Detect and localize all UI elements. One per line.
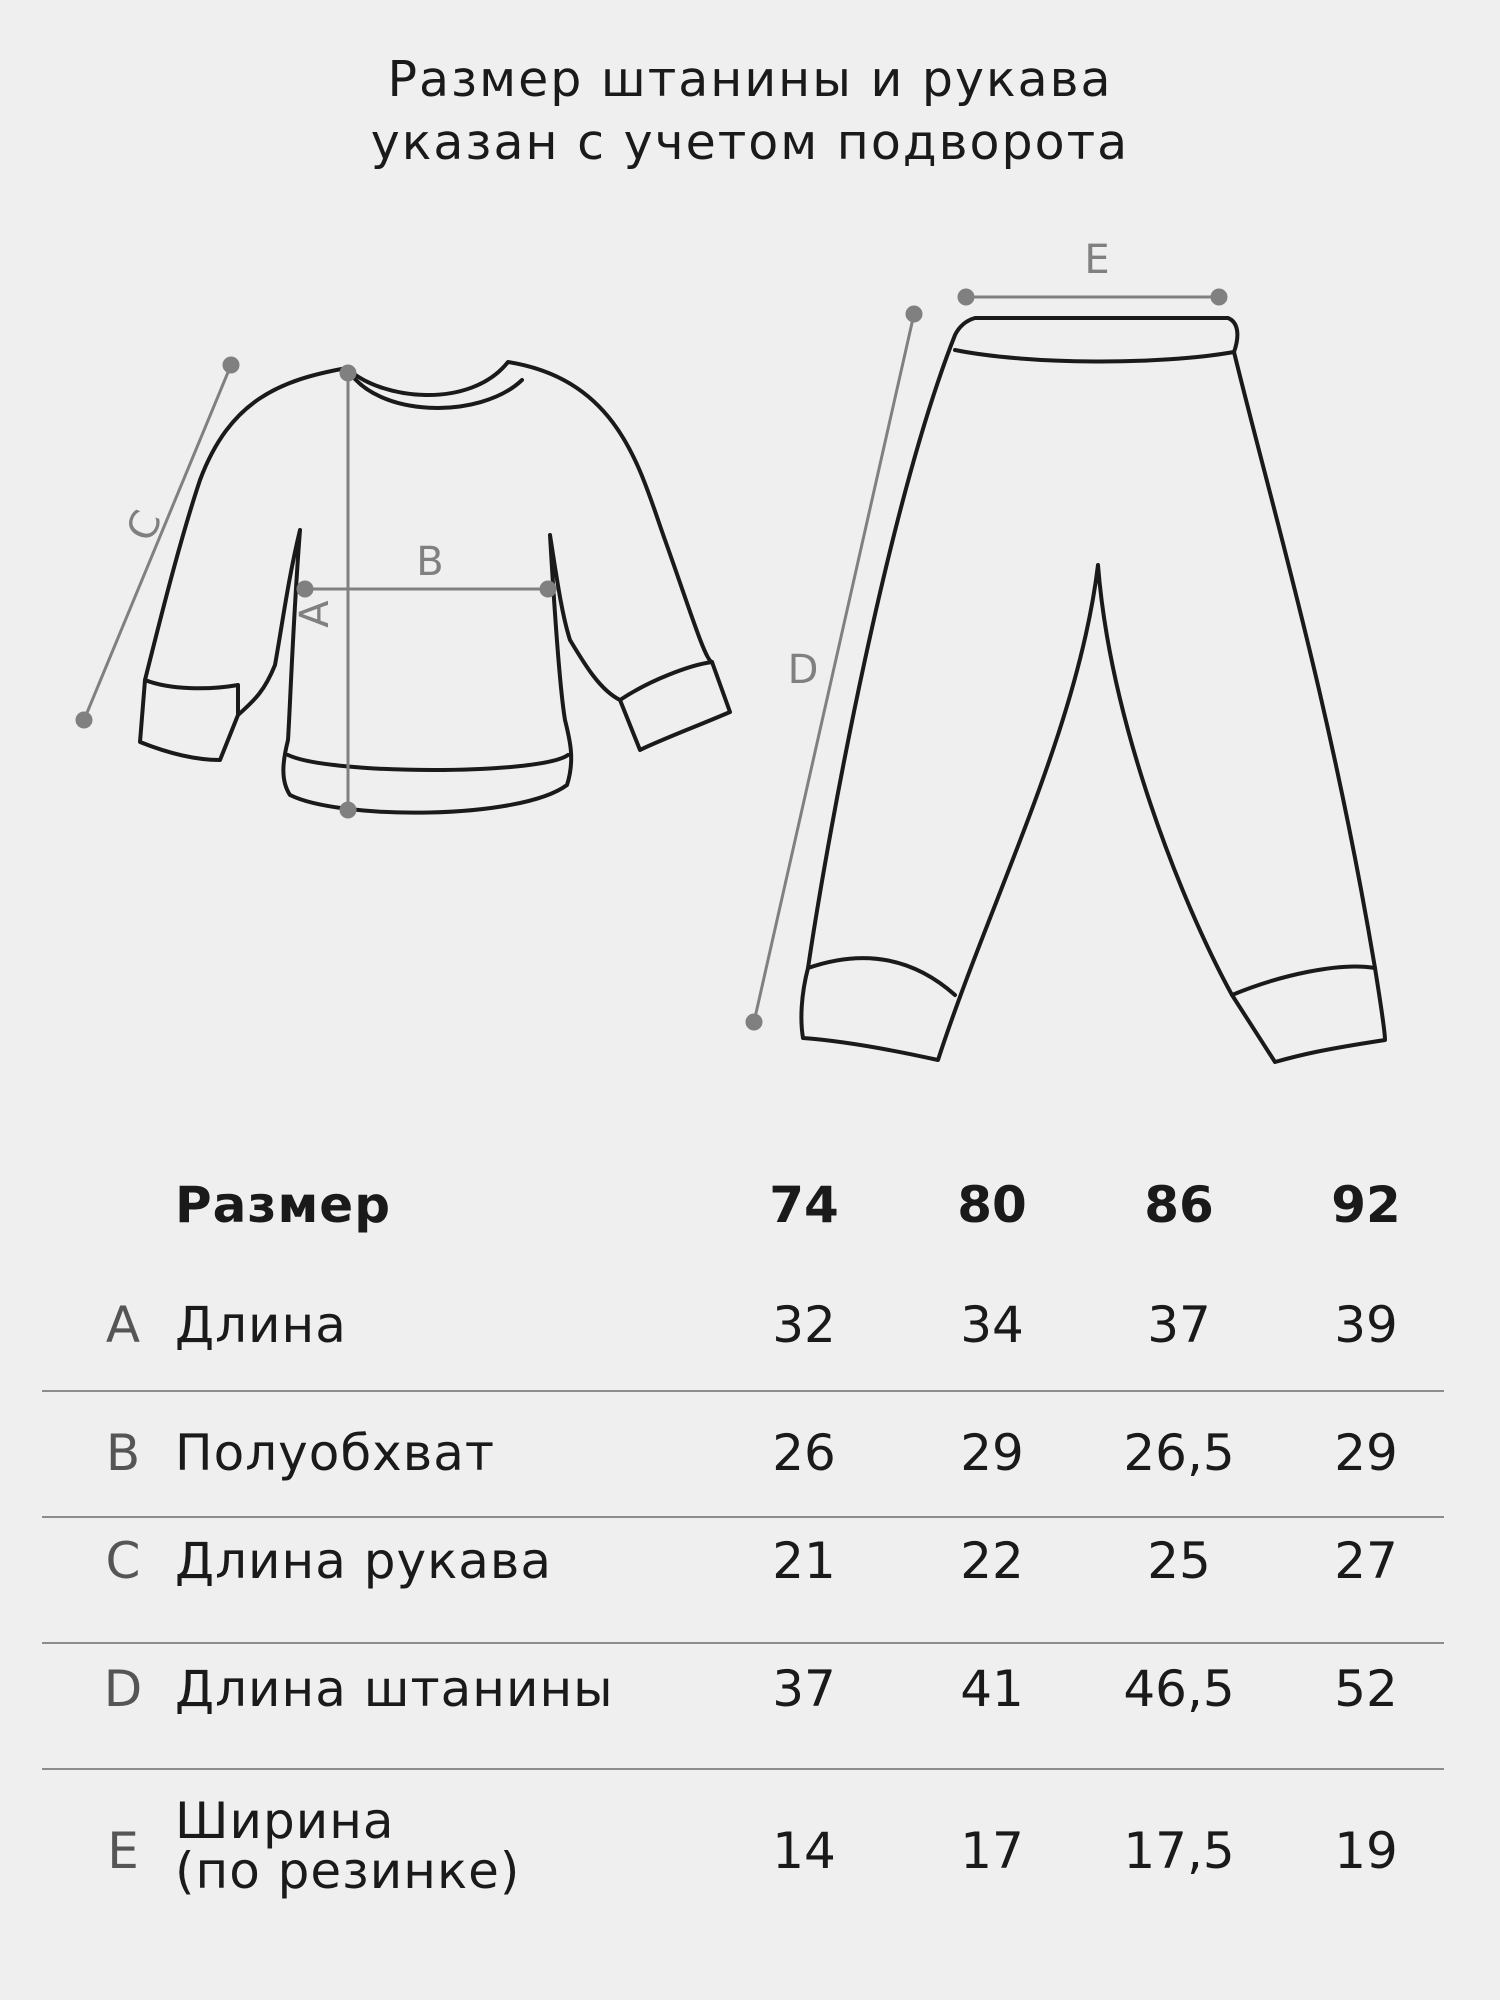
row-divider — [42, 1768, 1444, 1770]
row-letter: D — [103, 1660, 143, 1718]
header-size-86: 86 — [1144, 1176, 1214, 1234]
row-value: 41 — [960, 1660, 1024, 1718]
measure-c-start — [224, 358, 238, 372]
row-value: 17 — [960, 1822, 1024, 1880]
row-value: 32 — [772, 1296, 836, 1354]
row-value: 34 — [960, 1296, 1024, 1354]
measure-d-line — [754, 314, 914, 1022]
header-label: Размер — [175, 1176, 392, 1234]
row-label: Длина штанины — [175, 1660, 614, 1718]
measure-a-end — [341, 803, 355, 817]
diagram-label-a: A — [292, 600, 338, 628]
top-left-cuff — [145, 680, 238, 715]
row-value: 29 — [960, 1424, 1024, 1482]
title-line-1: Размер штанины и рукава — [387, 51, 1113, 108]
row-divider — [42, 1516, 1444, 1518]
top-right-cuff — [620, 662, 712, 700]
measurement-labels — [118, 237, 1109, 693]
row-label: Полуобхват — [175, 1424, 495, 1482]
row-value: 52 — [1334, 1660, 1398, 1718]
measure-e-end — [1212, 290, 1226, 304]
header-size-92: 92 — [1331, 1176, 1401, 1234]
row-value: 39 — [1334, 1296, 1398, 1354]
header-size-74: 74 — [769, 1176, 839, 1234]
row-label-line-1: Ширина — [175, 1792, 395, 1850]
row-value: 14 — [772, 1822, 836, 1880]
row-value: 37 — [1147, 1296, 1211, 1354]
top-body-outline — [140, 362, 730, 813]
measure-a-start — [341, 366, 355, 380]
measure-b-start — [298, 582, 312, 596]
diagram-label-e: E — [1084, 237, 1110, 283]
row-value: 37 — [772, 1660, 836, 1718]
header-size-80: 80 — [957, 1176, 1027, 1234]
row-value: 17,5 — [1123, 1822, 1235, 1880]
row-value: 21 — [772, 1532, 836, 1590]
row-value: 26 — [772, 1424, 836, 1482]
row-label: Длина — [175, 1296, 347, 1354]
row-letter: E — [107, 1822, 139, 1880]
row-letter: C — [105, 1532, 141, 1590]
pants-waistband — [955, 350, 1234, 362]
row-value: 46,5 — [1123, 1660, 1235, 1718]
row-divider — [42, 1642, 1444, 1644]
measure-b-end — [541, 582, 555, 596]
top-hem-band — [288, 755, 568, 770]
top-garment-outline — [140, 362, 730, 813]
diagram-label-c: C — [118, 504, 172, 548]
measure-d-end — [747, 1015, 761, 1029]
measure-d-start — [907, 307, 921, 321]
row-letter: B — [105, 1424, 141, 1482]
measurement-lines — [77, 290, 1226, 1029]
row-value: 22 — [960, 1532, 1024, 1590]
row-label-line-2: (по резинке) — [175, 1842, 521, 1900]
pants-left-cuff — [808, 958, 955, 995]
row-divider — [42, 1390, 1444, 1392]
row-label — [175, 1792, 521, 1900]
row-value: 26,5 — [1123, 1424, 1235, 1482]
row-letter: A — [105, 1296, 141, 1354]
pants-right-cuff — [1232, 967, 1375, 995]
row-value: 19 — [1334, 1822, 1398, 1880]
title-line-2: указан с учетом подворота — [370, 114, 1130, 171]
row-value: 29 — [1334, 1424, 1398, 1482]
row-value: 25 — [1147, 1532, 1211, 1590]
row-label: Длина рукава — [175, 1532, 553, 1590]
row-value: 27 — [1334, 1532, 1398, 1590]
measure-e-start — [959, 290, 973, 304]
measure-c-end — [77, 713, 91, 727]
diagram-label-d: D — [787, 647, 819, 693]
diagram-label-b: B — [416, 539, 444, 585]
